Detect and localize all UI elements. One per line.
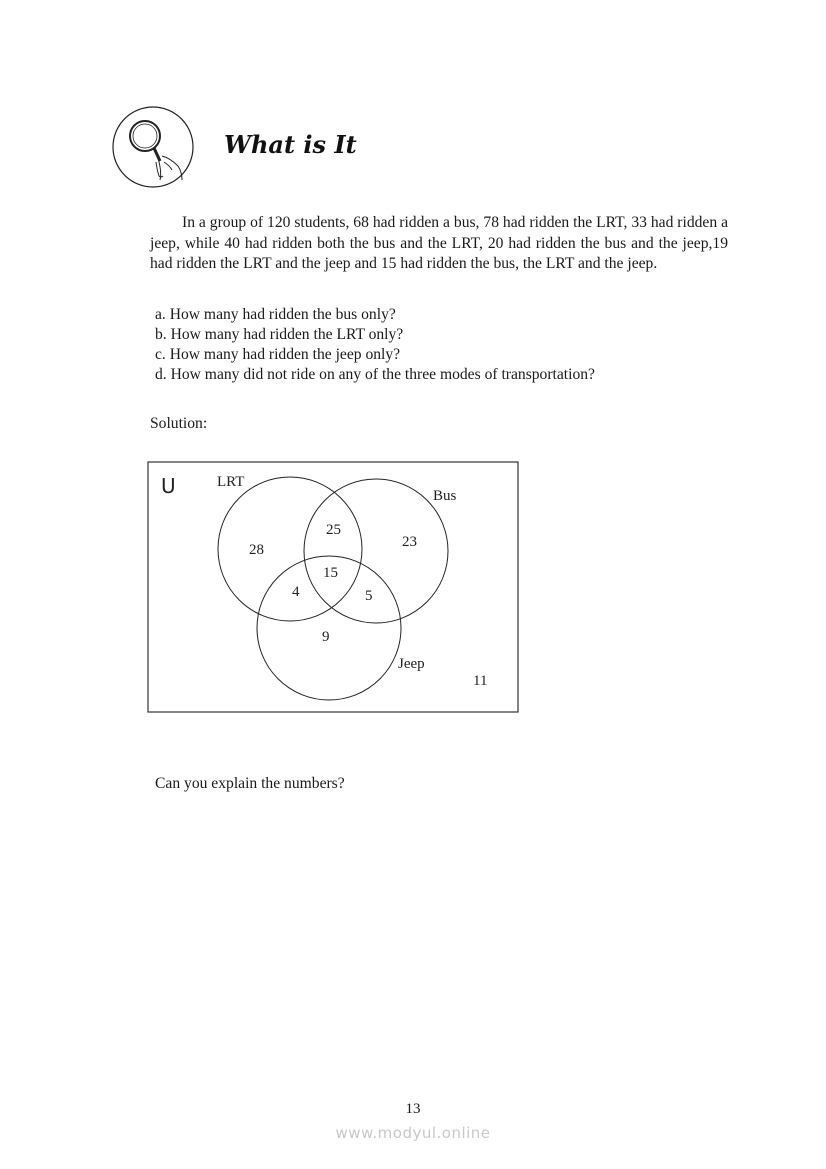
problem-text: In a group of 120 students, 68 had ridden a bus, 78 had ridden the LRT, 33 had ridden a jeep, while 40 had ridden both the bus and the LRT, 20 had ridden the bus and the jeep,19 had ridden the LRT and the jeep and 15 had ridden the bus, the LRT and the jeep.: [150, 214, 728, 272]
watermark: www.modyul.online: [335, 1124, 491, 1142]
region-lrt-jeep: 4: [292, 584, 300, 600]
solution-label: Solution:: [150, 415, 208, 432]
jeep-label: Jeep: [398, 656, 425, 672]
region-bus-only: 23: [402, 534, 417, 550]
question-c: c. How many had ridden the jeep only?: [155, 346, 401, 363]
region-lrt-only: 28: [249, 542, 264, 558]
page-number: 13: [405, 1101, 421, 1117]
region-bus-jeep: 5: [365, 588, 373, 604]
lrt-label: LRT: [217, 474, 245, 490]
magnifying-glass-icon: [112, 106, 194, 188]
region-lrt-bus: 25: [326, 522, 341, 538]
lrt-circle: [218, 477, 362, 621]
venn-diagram: [147, 461, 521, 720]
closing-question: Can you explain the numbers?: [155, 775, 345, 792]
question-a: a. How many had ridden the bus only?: [155, 306, 396, 323]
region-all-three: 15: [323, 565, 338, 581]
universe-label: U: [161, 474, 176, 498]
question-list: [155, 305, 595, 385]
bus-label: Bus: [433, 488, 457, 504]
section-title: What is It: [224, 130, 357, 159]
problem-paragraph: [150, 213, 728, 275]
universe-box: [148, 462, 518, 712]
region-jeep-only: 9: [322, 629, 330, 645]
question-d: d. How many did not ride on any of the three modes of transportation?: [155, 366, 595, 383]
region-none: 11: [473, 673, 488, 689]
question-b: b. How many had ridden the LRT only?: [155, 326, 404, 343]
bus-circle: [304, 479, 448, 623]
